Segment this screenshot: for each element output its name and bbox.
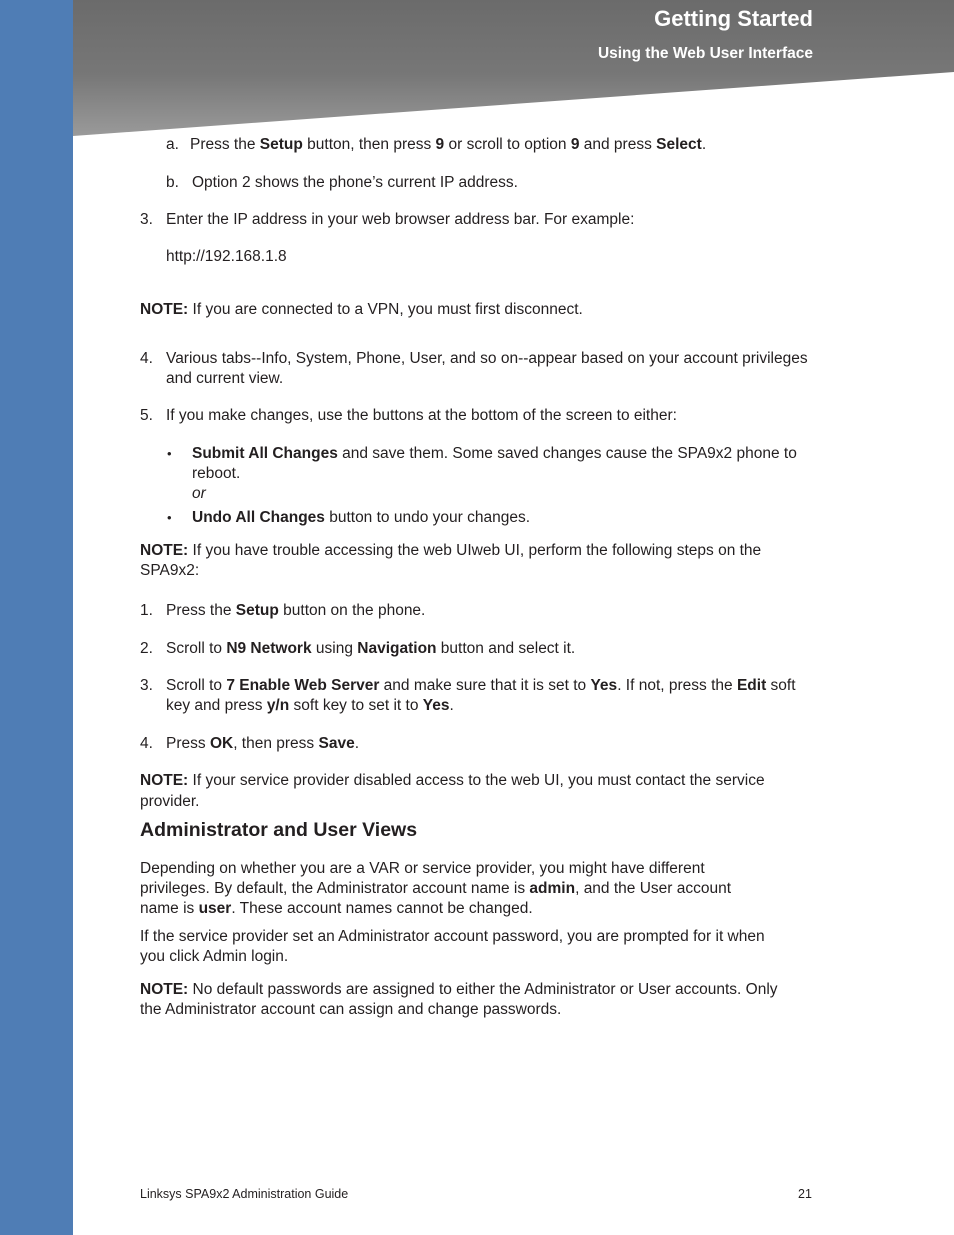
text-run: Press (166, 735, 210, 752)
or-text (192, 484, 206, 504)
header-background (73, 0, 954, 140)
bold-term: Edit (736, 677, 767, 694)
note-label: NOTE: (140, 542, 189, 559)
step-b-text (192, 173, 518, 193)
bold-term: Yes (590, 677, 618, 694)
text-run: soft key to set it to (289, 697, 423, 714)
text-run: privileges. By default, the Administrator account name is (140, 880, 530, 897)
bold-term: Setup (259, 136, 303, 153)
text-run: key and press (166, 697, 267, 714)
trouble-step-1 (166, 601, 425, 621)
note-text: If you are connected to a VPN, you must first disconnect. (188, 301, 583, 318)
step-a-text (190, 135, 706, 155)
section-p1-line1 (140, 859, 705, 879)
section-p2-line1: If the service provider set an Administrator account password, you are prompted for it when (140, 928, 765, 945)
note-text: No default passwords are assigned to either the Administrator or User accounts. Only (188, 981, 778, 998)
text-run: , and the User account (575, 880, 732, 897)
step-marker: b. (166, 174, 179, 191)
text-run: . (701, 136, 707, 153)
step-marker: 1. (140, 602, 153, 619)
step-marker: 2. (140, 640, 153, 657)
bold-term: user (198, 900, 232, 917)
text-run: Scroll to (166, 640, 227, 657)
note-label: NOTE: (140, 981, 189, 998)
step-3-text: Enter the IP address in your web browser address bar. For example: (166, 211, 635, 228)
trouble-step-3-line1 (166, 676, 796, 696)
text-run: . (449, 697, 454, 714)
step-marker: 5. (140, 407, 153, 424)
page-header (73, 0, 954, 140)
section-p1-line2 (140, 879, 731, 899)
text-run: . These account names cannot be changed. (231, 900, 533, 917)
footer-page-number: 21 (798, 1187, 812, 1201)
chapter-title: Getting Started (654, 6, 813, 31)
note-provider-line2: provider. (140, 793, 200, 810)
step-5-text: If you make changes, use the buttons at the bottom of the screen to either: (166, 407, 677, 424)
text-run: . (354, 735, 359, 752)
example-url: http://192.168.1.8 (166, 248, 287, 265)
or-italic: or (192, 485, 206, 502)
bold-term: Select (656, 136, 702, 153)
bullet-undo-rest: button to undo your changes. (324, 509, 531, 526)
step-marker: a. (166, 136, 179, 153)
text-run: and press (579, 136, 657, 153)
bold-term: 7 Enable Web Server (226, 677, 380, 694)
bold-term: admin (529, 880, 576, 897)
bullet-submit-line2: reboot. (192, 465, 241, 482)
bold-term: N9 Network (226, 640, 312, 657)
step-4-line2: and current view. (166, 370, 284, 387)
section-subtitle: Using the Web User Interface (597, 45, 813, 62)
step-marker: 3. (140, 677, 153, 694)
text-run: button, then press (302, 136, 436, 153)
text-run: Depending on whether you are a VAR or service provider, you might have different (140, 860, 705, 877)
bold-term: Save (318, 735, 355, 752)
bold-term: 9 (570, 136, 580, 153)
text-run: Press the (190, 136, 260, 153)
step-4-line1: Various tabs--Info, System, Phone, User, and so on--appear based on your account privileges (166, 350, 808, 367)
step-marker: 4. (140, 350, 153, 367)
note-vpn (140, 300, 583, 320)
text-run: name is (140, 900, 199, 917)
section-p1-line3 (140, 899, 533, 919)
text-run: . If not, press the (617, 677, 737, 694)
bullet-undo (192, 508, 530, 528)
text-run: using (311, 640, 358, 657)
text-run: Option 2 shows the phone’s current IP address. (192, 174, 518, 191)
trouble-step-2 (166, 639, 575, 659)
trouble-step-4 (166, 734, 359, 754)
bullet-submit-bold: Submit All Changes (192, 445, 338, 462)
footer-guide-title: Linksys SPA9x2 Administration Guide (140, 1187, 349, 1201)
bold-term: Setup (235, 602, 279, 619)
note-provider-line1 (140, 771, 765, 791)
text-run: button on the phone. (278, 602, 426, 619)
bold-term: y/n (266, 697, 290, 714)
sidebar-bar (0, 0, 73, 1235)
note-passwords-line1 (140, 980, 778, 1000)
note-trouble-line1 (140, 541, 761, 561)
text-run: Scroll to (166, 677, 227, 694)
section-heading: Administrator and User Views (140, 819, 418, 841)
text-run: or scroll to option (444, 136, 571, 153)
step-marker: 4. (140, 735, 153, 752)
step-marker: 3. (140, 211, 153, 228)
note-passwords-line2: the Administrator account can assign and change passwords. (140, 1001, 562, 1018)
text-run: button and select it. (436, 640, 576, 657)
note-text: If you have trouble accessing the web UIweb UI, perform the following steps on the (188, 542, 762, 559)
note-trouble-line2: SPA9x2: (140, 562, 200, 579)
note-label: NOTE: (140, 772, 189, 789)
bullet-submit-rest: and save them. Some saved changes cause the SPA9x2 phone to (337, 445, 797, 462)
bold-term: 9 (435, 136, 445, 153)
trouble-step-3-line2 (166, 696, 454, 716)
note-text: If your service provider disabled access to the web UI, you must contact the service (188, 772, 765, 789)
note-label: NOTE: (140, 301, 189, 318)
bullet-dot: • (167, 510, 172, 525)
bold-term: Navigation (357, 640, 437, 657)
text-run: and make sure that it is set to (379, 677, 591, 694)
text-run: soft (766, 677, 796, 694)
bold-term: OK (209, 735, 234, 752)
section-p2-line2: you click Admin login. (140, 948, 289, 965)
bold-term: Yes (422, 697, 450, 714)
text-run: , then press (233, 735, 319, 752)
text-run: Press the (166, 602, 236, 619)
bullet-submit (192, 444, 797, 464)
bullet-undo-bold: Undo All Changes (192, 509, 325, 526)
bullet-dot: • (167, 446, 172, 461)
